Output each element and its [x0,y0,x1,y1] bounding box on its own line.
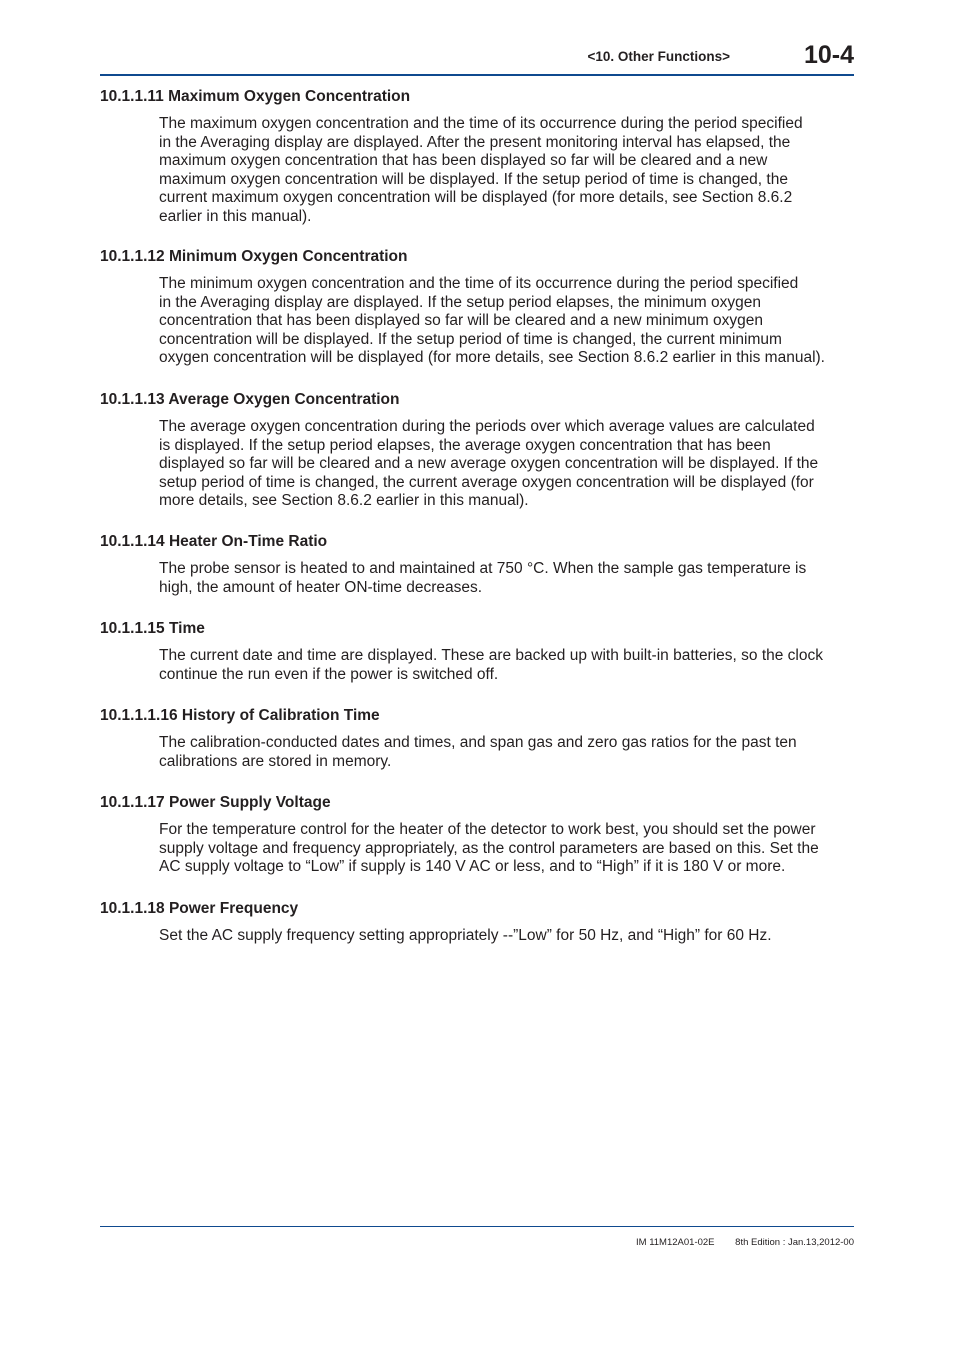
body-line: The average oxygen concentration during the periods over which average values are calculated [159,418,815,435]
section-max-oxygen [100,88,860,226]
body-line: continue the run even if the power is switched off. [159,665,499,683]
body-line: maximum oxygen concentration that has been displayed so far will be cleared and a new [159,152,768,169]
section-heading: 10.1.1.17 Power Supply Voltage [100,794,331,811]
body-line: supply voltage and frequency appropriately, as the control parameters are based on this. Set the [159,839,819,857]
section-time [100,620,860,684]
section-heading: 10.1.1.12 Minimum Oxygen Concentration [100,248,408,265]
body-line: earlier in this manual). [159,207,312,225]
chapter-title: <10. Other Functions> [587,49,730,64]
body-line: The current date and time are displayed. These are backed up with built-in batteries, so the clock [159,647,823,664]
section-heading: 10.1.1.13 Average Oxygen Concentration [100,391,400,408]
section-calibration-history [100,707,860,771]
body-line: The calibration-conducted dates and times, and span gas and zero gas ratios for the past ten [159,734,797,751]
section-body [159,821,860,877]
document-id: IM 11M12A01-02E [636,1237,715,1248]
header-divider [100,74,854,76]
body-line: in the Averaging display are displayed. If the setup period elapses, the minimum oxygen [159,293,761,311]
section-body [159,418,860,511]
section-heading: 10.1.1.11 Maximum Oxygen Concentration [100,88,411,105]
body-line: maximum oxygen concentration will be displayed. If the setup period of time is changed, the [159,170,788,188]
section-heater-ratio [100,533,860,597]
edition-info: 8th Edition : Jan.13,2012-00 [735,1237,854,1248]
body-line: concentration will be displayed. If the setup period of time is changed, the current minimum [159,330,782,348]
body-line: The minimum oxygen concentration and the time of its occurrence during the period specified [159,275,799,292]
body-line: calibrations are stored in memory. [159,752,392,770]
section-heading: 10.1.1.14 Heater On-Time Ratio [100,533,328,550]
section-body [159,560,860,597]
body-line: high, the amount of heater ON-time decreases. [159,578,483,596]
body-line: The probe sensor is heated to and maintained at 750 °C. When the sample gas temperature is [159,560,807,577]
body-line: setup period of time is changed, the current average oxygen concentration will be displayed (for [159,473,814,491]
body-line: AC supply voltage to “Low” if supply is 140 V AC or less, and to “High” if it is 180 V or more. [159,858,786,875]
page-header [100,40,854,76]
section-body [159,734,860,771]
body-line: Set the AC supply frequency setting appropriately --”Low” for 50 Hz, and “High” for 60 Hz. [159,927,772,944]
section-heading: 10.1.1.1.16 History of Calibration Time [100,707,380,724]
footer-divider [100,1226,854,1227]
body-line: current maximum oxygen concentration will be displayed (for more details, see Section 8.6.2 [159,189,793,206]
section-body [159,115,860,226]
section-min-oxygen [100,248,860,368]
section-body [159,927,860,946]
section-heading: 10.1.1.18 Power Frequency [100,900,299,917]
section-power-frequency [100,900,860,946]
section-power-voltage [100,794,860,877]
section-body [159,275,860,368]
body-line: concentration that has been displayed so far will be cleared and a new minimum oxygen [159,312,763,329]
section-avg-oxygen [100,391,860,511]
body-line: oxygen concentration will be displayed (for more details, see Section 8.6.2 earlier in this manual). [159,349,825,366]
body-line: For the temperature control for the heater of the detector to work best, you should set the power [159,821,816,838]
body-line: more details, see Section 8.6.2 earlier in this manual). [159,492,529,509]
body-line: The maximum oxygen concentration and the time of its occurrence during the period specified [159,115,803,132]
section-body [159,647,860,684]
section-heading: 10.1.1.15 Time [100,620,205,637]
body-line: is displayed. If the setup period elapses, the average oxygen concentration that has been [159,436,771,454]
page-number: 10-4 [803,41,854,69]
body-line: in the Averaging display are displayed. After the present monitoring interval has elapsed, the [159,133,791,151]
body-line: displayed so far will be cleared and a new average oxygen concentration will be displayed. If the [159,455,819,472]
page-footer [636,1237,854,1248]
